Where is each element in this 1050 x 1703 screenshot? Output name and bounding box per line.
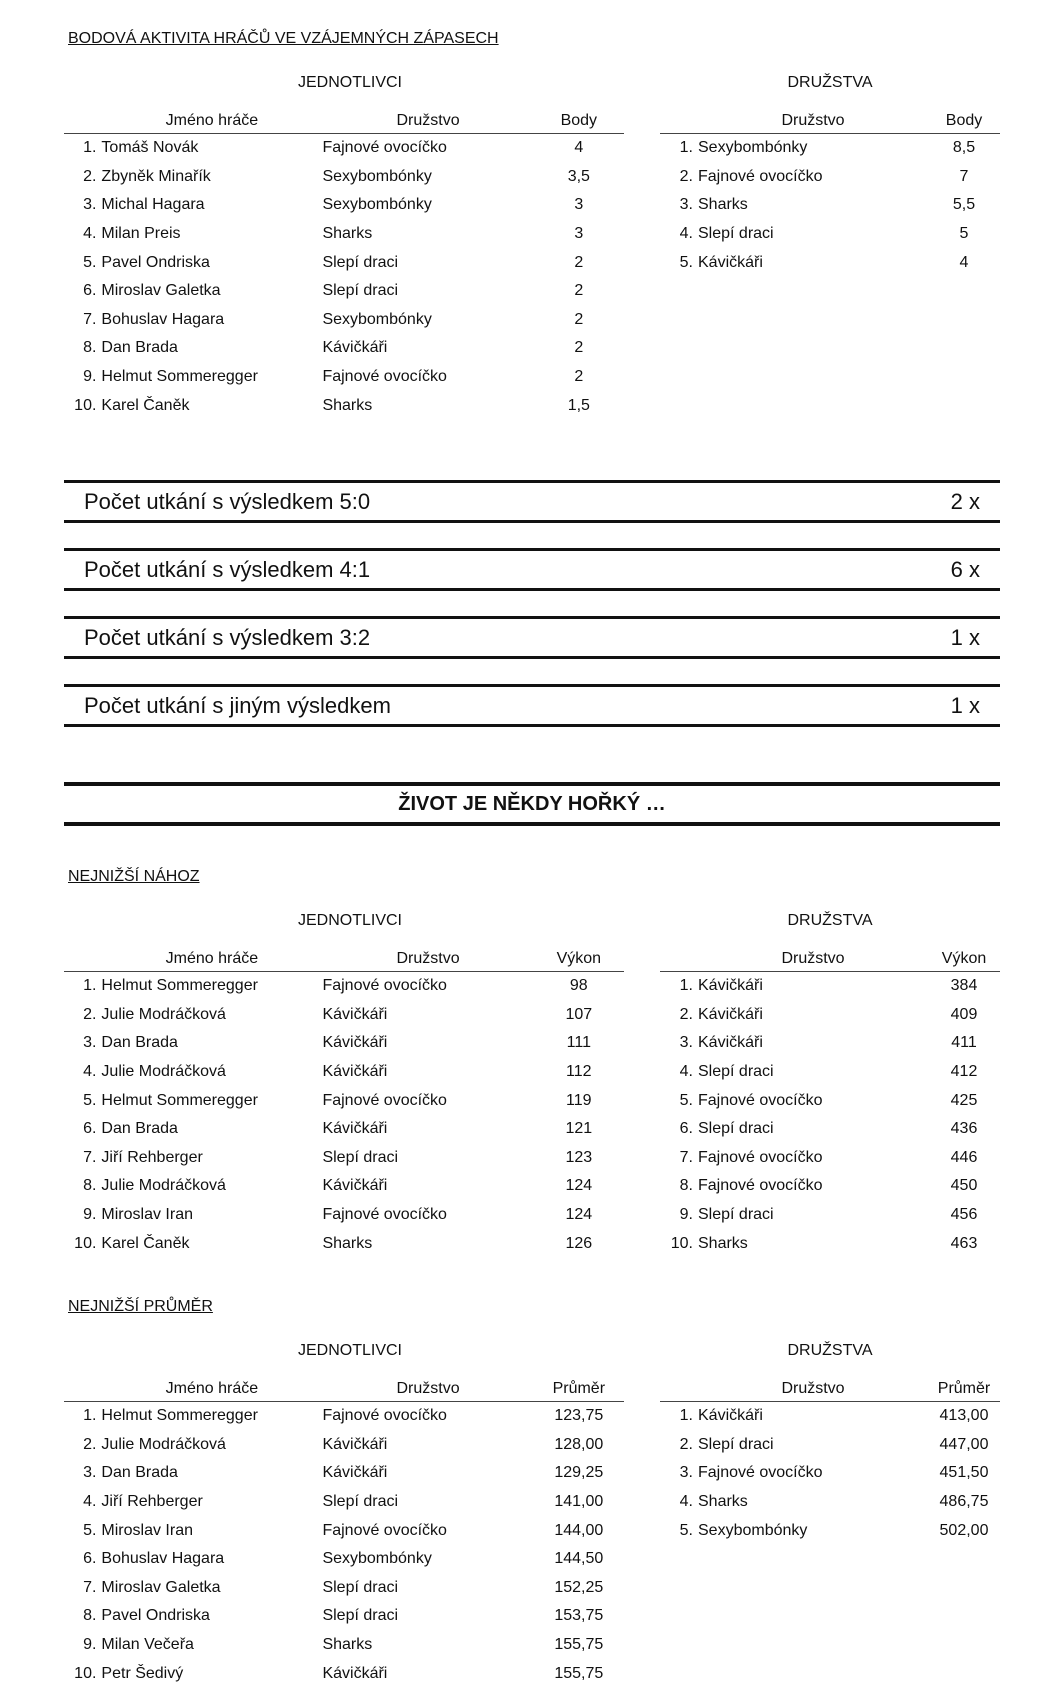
rank-number: 3. <box>679 1034 693 1052</box>
team-name: Slepí draci <box>698 225 774 243</box>
rank-number: 5. <box>679 1091 693 1109</box>
team-name: Sexybombónky <box>698 139 808 157</box>
result-count: 2 x <box>950 488 980 514</box>
table-row <box>660 191 1000 220</box>
value-cell: 112 <box>566 1063 592 1081</box>
col-header-team: Družstvo <box>396 950 460 967</box>
value-cell: 5,5 <box>952 196 976 214</box>
rank-number: 2. <box>83 1005 97 1023</box>
table-row <box>64 1115 624 1144</box>
table-header <box>660 946 1000 968</box>
value-cell: 152,25 <box>554 1578 604 1596</box>
team-name: Kávičkáři <box>698 253 763 271</box>
value-cell: 141,00 <box>554 1493 604 1511</box>
rank-number: 4. <box>83 1493 97 1511</box>
value-cell: 446 <box>950 1148 978 1166</box>
rank-number: 3. <box>83 196 97 214</box>
rank-number: 6. <box>83 1120 97 1138</box>
table-row <box>64 220 624 249</box>
team-name: Slepí draci <box>322 1607 399 1625</box>
player-name: Helmut Sommeregger <box>101 368 258 386</box>
table-row <box>64 363 624 392</box>
value-cell: 153,75 <box>554 1607 604 1625</box>
section-title-points: BODOVÁ AKTIVITA HRÁČŮ VE VZÁJEMNÝCH ZÁPASECH <box>68 30 499 47</box>
table-row <box>660 1431 1000 1460</box>
rank-number: 8. <box>83 1177 97 1195</box>
rank-number: 4. <box>679 1493 693 1511</box>
team-name: Fajnové ovocíčko <box>698 1464 823 1482</box>
value-cell: 447,00 <box>939 1435 989 1453</box>
team-name: Sexybombónky <box>322 310 432 328</box>
team-name: Fajnové ovocíčko <box>322 977 447 995</box>
value-cell: 155,75 <box>554 1636 604 1654</box>
player-name: Dan Brada <box>101 1120 178 1138</box>
rank-number: 7. <box>83 310 97 328</box>
table-row <box>64 1001 624 1030</box>
team-name: Fajnové ovocíčko <box>322 1091 447 1109</box>
player-name: Julie Modráčková <box>101 1063 226 1081</box>
rank-number: 8. <box>679 1177 693 1195</box>
player-name: Miroslav Galetka <box>101 1578 221 1596</box>
section-title-lowest-average: NEJNIŽŠÍ PRŮMĚR <box>68 1298 213 1315</box>
result-count: 6 x <box>950 556 980 582</box>
player-name: Helmut Sommeregger <box>101 1407 258 1425</box>
rank-number: 5. <box>679 253 693 271</box>
player-name: Jiří Rehberger <box>101 1148 203 1166</box>
team-name: Kávičkáři <box>698 1034 763 1052</box>
table-header <box>64 946 624 968</box>
team-name: Sexybombónky <box>322 196 432 214</box>
rank-number: 6. <box>83 282 97 300</box>
col-header-value: Výkon <box>556 950 602 967</box>
player-name: Julie Modráčková <box>101 1177 226 1195</box>
value-cell: 2 <box>574 253 584 271</box>
table-row <box>64 1488 624 1517</box>
table-row <box>660 1001 1000 1030</box>
team-name: Sexybombónky <box>322 167 432 185</box>
rank-number: 3. <box>679 1464 693 1482</box>
value-cell: 119 <box>566 1091 592 1109</box>
team-name: Sexybombónky <box>322 1550 432 1568</box>
teams-table <box>660 1376 1000 1545</box>
team-name: Kávičkáři <box>698 1407 763 1425</box>
team-name: Fajnové ovocíčko <box>322 139 447 157</box>
player-name: Pavel Ondriska <box>101 253 210 271</box>
table-row <box>64 391 624 420</box>
player-name: Milan Večeřa <box>101 1636 194 1654</box>
team-name: Fajnové ovocíčko <box>698 1091 823 1109</box>
team-name: Kávičkáři <box>322 1005 388 1023</box>
col-header-value: Body <box>945 112 983 129</box>
team-name: Slepí draci <box>322 253 399 271</box>
table-row <box>660 220 1000 249</box>
table-header <box>660 1376 1000 1398</box>
table-row <box>64 1516 624 1545</box>
value-cell: 409 <box>950 1005 978 1023</box>
table-header <box>64 1376 624 1398</box>
rank-number: 2. <box>679 167 693 185</box>
table-row <box>64 972 624 1001</box>
value-cell: 450 <box>950 1177 978 1195</box>
table-row <box>660 1172 1000 1201</box>
table-row <box>64 1144 624 1173</box>
team-name: Kávičkáři <box>322 1063 388 1081</box>
rank-number: 10. <box>74 1234 97 1252</box>
player-name: Milan Preis <box>101 225 181 243</box>
rank-number: 1. <box>83 1407 97 1425</box>
table-row <box>660 972 1000 1001</box>
table-row <box>64 1058 624 1087</box>
value-cell: 107 <box>565 1005 593 1023</box>
value-cell: 451,50 <box>939 1464 989 1482</box>
col-header-value: Průměr <box>937 1380 991 1397</box>
value-cell: 2 <box>574 282 584 300</box>
table-row <box>660 1058 1000 1087</box>
value-cell: 123,75 <box>554 1407 604 1425</box>
table-row <box>64 248 624 277</box>
individuals-table <box>64 108 624 420</box>
col-header-name: Jméno hráče <box>165 112 259 129</box>
rank-number: 5. <box>83 253 97 271</box>
value-cell: 2 <box>574 339 584 357</box>
table-row <box>64 163 624 192</box>
value-cell: 456 <box>950 1206 978 1224</box>
individuals-table <box>64 1376 624 1688</box>
player-name: Julie Modráčková <box>101 1005 226 1023</box>
team-name: Kávičkáři <box>322 1435 388 1453</box>
player-name: Jiří Rehberger <box>101 1493 203 1511</box>
result-label: Počet utkání s výsledkem 5:0 <box>84 488 371 514</box>
team-name: Slepí draci <box>322 1148 399 1166</box>
value-cell: 3 <box>574 225 584 243</box>
value-cell: 4 <box>959 253 969 271</box>
player-name: Karel Čaněk <box>101 1234 190 1252</box>
teams-heading: DRUŽSTVA <box>787 74 873 91</box>
table-header <box>660 108 1000 130</box>
team-name: Fajnové ovocíčko <box>698 1177 823 1195</box>
rank-number: 9. <box>679 1206 693 1224</box>
table-row <box>64 1402 624 1431</box>
player-name: Bohuslav Hagara <box>101 1550 225 1568</box>
value-cell: 155,75 <box>554 1664 604 1682</box>
player-name: Petr Šedivý <box>101 1664 184 1682</box>
value-cell: 425 <box>950 1091 978 1109</box>
table-row <box>660 1488 1000 1517</box>
teams-table <box>660 108 1000 277</box>
value-cell: 4 <box>574 139 584 157</box>
result-count: 1 x <box>950 624 980 650</box>
value-cell: 121 <box>565 1120 593 1138</box>
team-name: Slepí draci <box>698 1120 774 1138</box>
player-name: Bohuslav Hagara <box>101 310 225 328</box>
table-row <box>64 1029 624 1058</box>
team-name: Kávičkáři <box>698 977 763 995</box>
banner-heading: ŽIVOT JE NĚKDY HOŘKÝ … <box>64 782 1000 826</box>
table-row <box>660 1201 1000 1230</box>
rank-number: 9. <box>83 1206 97 1224</box>
individuals-heading: JEDNOTLIVCI <box>297 1342 402 1359</box>
rank-number: 4. <box>679 1063 693 1081</box>
rank-number: 3. <box>83 1034 97 1052</box>
rank-number: 5. <box>83 1091 97 1109</box>
table-row <box>64 1545 624 1574</box>
team-name: Sharks <box>698 1234 748 1252</box>
value-cell: 126 <box>565 1234 593 1252</box>
table-row <box>64 1574 624 1603</box>
value-cell: 2 <box>574 368 584 386</box>
rank-number: 7. <box>83 1578 97 1596</box>
result-row-4-1 <box>64 548 1000 591</box>
individuals-table <box>64 946 624 1258</box>
team-name: Slepí draci <box>322 1578 399 1596</box>
value-cell: 98 <box>569 977 588 995</box>
col-header-value: Body <box>560 112 598 129</box>
table-row <box>64 191 624 220</box>
player-name: Miroslav Iran <box>101 1521 193 1539</box>
col-header-value: Výkon <box>941 950 987 967</box>
player-name: Miroslav Galetka <box>101 282 221 300</box>
rank-number: 2. <box>679 1435 693 1453</box>
table-row <box>64 1172 624 1201</box>
table-row <box>64 334 624 363</box>
rank-number: 1. <box>679 1407 693 1425</box>
player-name: Dan Brada <box>101 339 178 357</box>
rank-number: 2. <box>83 1435 97 1453</box>
col-header-team: Družstvo <box>781 1380 845 1397</box>
player-name: Miroslav Iran <box>101 1206 193 1224</box>
rank-number: 9. <box>83 368 97 386</box>
player-name: Michal Hagara <box>101 196 205 214</box>
table-row <box>64 1631 624 1660</box>
rank-number: 9. <box>83 1636 97 1654</box>
value-cell: 502,00 <box>939 1521 989 1539</box>
team-name: Kávičkáři <box>322 1664 388 1682</box>
table-row <box>64 277 624 306</box>
table-row <box>64 134 624 163</box>
table-row <box>64 1086 624 1115</box>
rank-number: 2. <box>679 1005 693 1023</box>
table-row <box>660 163 1000 192</box>
value-cell: 463 <box>950 1234 978 1252</box>
result-row-3-2 <box>64 616 1000 659</box>
table-row <box>660 1029 1000 1058</box>
col-header-team: Družstvo <box>396 112 460 129</box>
player-name: Julie Modráčková <box>101 1435 226 1453</box>
rank-number: 7. <box>679 1148 693 1166</box>
team-name: Kávičkáři <box>698 1005 763 1023</box>
value-cell: 384 <box>950 977 978 995</box>
team-name: Kávičkáři <box>322 1120 388 1138</box>
team-name: Sharks <box>322 1234 373 1252</box>
col-header-name: Jméno hráče <box>165 1380 259 1397</box>
table-row <box>64 306 624 335</box>
player-name: Tomáš Novák <box>101 139 199 157</box>
rank-number: 10. <box>74 1664 97 1682</box>
col-header-team: Družstvo <box>781 112 845 129</box>
value-cell: 129,25 <box>554 1464 604 1482</box>
team-name: Sharks <box>698 196 748 214</box>
rank-number: 10. <box>670 1234 693 1252</box>
rank-number: 4. <box>679 225 693 243</box>
rank-number: 3. <box>679 196 693 214</box>
team-name: Kávičkáři <box>322 1177 388 1195</box>
value-cell: 8,5 <box>952 139 976 157</box>
team-name: Kávičkáři <box>322 1464 388 1482</box>
table-row <box>64 1659 624 1688</box>
value-cell: 144,00 <box>554 1521 604 1539</box>
result-row-other <box>64 684 1000 727</box>
value-cell: 412 <box>950 1063 978 1081</box>
value-cell: 486,75 <box>939 1493 989 1511</box>
individuals-heading: JEDNOTLIVCI <box>297 912 402 929</box>
result-count: 1 x <box>950 692 980 718</box>
rank-number: 1. <box>83 139 97 157</box>
value-cell: 144,50 <box>554 1550 604 1568</box>
team-name: Sharks <box>322 396 373 414</box>
team-name: Fajnové ovocíčko <box>322 368 447 386</box>
table-row <box>660 1086 1000 1115</box>
col-header-name: Jméno hráče <box>165 950 259 967</box>
table-row <box>64 1459 624 1488</box>
rank-number: 6. <box>83 1550 97 1568</box>
table-row <box>660 1229 1000 1258</box>
table-row <box>64 1431 624 1460</box>
table-row <box>660 1459 1000 1488</box>
team-name: Sexybombónky <box>698 1521 808 1539</box>
player-name: Karel Čaněk <box>101 396 190 414</box>
player-name: Pavel Ondriska <box>101 1607 210 1625</box>
table-row <box>660 1115 1000 1144</box>
value-cell: 124 <box>565 1206 593 1224</box>
team-name: Slepí draci <box>322 282 399 300</box>
table-row <box>64 1229 624 1258</box>
team-name: Sharks <box>322 225 373 243</box>
value-cell: 436 <box>950 1120 978 1138</box>
value-cell: 2 <box>574 310 584 328</box>
team-name: Fajnové ovocíčko <box>698 167 823 185</box>
result-label: Počet utkání s výsledkem 4:1 <box>84 556 371 582</box>
team-name: Sharks <box>322 1636 373 1654</box>
teams-heading: DRUŽSTVA <box>787 1342 873 1359</box>
table-row <box>660 134 1000 163</box>
rank-number: 8. <box>83 1607 97 1625</box>
rank-number: 1. <box>679 139 693 157</box>
team-name: Fajnové ovocíčko <box>322 1407 447 1425</box>
individuals-heading: JEDNOTLIVCI <box>297 74 402 91</box>
team-name: Fajnové ovocíčko <box>322 1206 447 1224</box>
rank-number: 4. <box>83 1063 97 1081</box>
value-cell: 413,00 <box>939 1407 989 1425</box>
value-cell: 123 <box>565 1148 593 1166</box>
teams-table <box>660 946 1000 1258</box>
table-row <box>660 248 1000 277</box>
player-name: Zbyněk Minařík <box>101 167 211 185</box>
rank-number: 8. <box>83 339 97 357</box>
team-name: Kávičkáři <box>322 339 388 357</box>
rank-number: 6. <box>679 1120 693 1138</box>
result-label: Počet utkání s jiným výsledkem <box>84 692 391 718</box>
table-row <box>64 1602 624 1631</box>
team-name: Slepí draci <box>698 1063 774 1081</box>
col-header-value: Průměr <box>552 1380 606 1397</box>
team-name: Sharks <box>698 1493 748 1511</box>
rank-number: 5. <box>83 1521 97 1539</box>
rank-number: 3. <box>83 1464 97 1482</box>
value-cell: 124 <box>565 1177 593 1195</box>
team-name: Slepí draci <box>322 1493 399 1511</box>
table-row <box>660 1402 1000 1431</box>
table-row <box>64 1201 624 1230</box>
team-name: Fajnové ovocíčko <box>698 1148 823 1166</box>
value-cell: 411 <box>951 1034 977 1052</box>
player-name: Helmut Sommeregger <box>101 977 258 995</box>
rank-number: 2. <box>83 167 97 185</box>
rank-number: 10. <box>74 396 97 414</box>
section-title-lowest-throw: NEJNIŽŠÍ NÁHOZ <box>68 868 200 885</box>
col-header-team: Družstvo <box>396 1380 460 1397</box>
rank-number: 5. <box>679 1521 693 1539</box>
player-name: Dan Brada <box>101 1464 178 1482</box>
value-cell: 111 <box>566 1034 591 1052</box>
value-cell: 1,5 <box>567 396 590 414</box>
team-name: Fajnové ovocíčko <box>322 1521 447 1539</box>
result-label: Počet utkání s výsledkem 3:2 <box>84 624 371 650</box>
table-row <box>660 1144 1000 1173</box>
rank-number: 1. <box>83 977 97 995</box>
result-row-5-0 <box>64 480 1000 523</box>
player-name: Helmut Sommeregger <box>101 1091 258 1109</box>
player-name: Dan Brada <box>101 1034 178 1052</box>
value-cell: 3 <box>574 196 584 214</box>
value-cell: 128,00 <box>554 1435 604 1453</box>
teams-heading: DRUŽSTVA <box>787 912 873 929</box>
rank-number: 1. <box>679 977 693 995</box>
value-cell: 7 <box>959 167 969 185</box>
col-header-team: Družstvo <box>781 950 845 967</box>
team-name: Slepí draci <box>698 1206 774 1224</box>
rank-number: 7. <box>83 1148 97 1166</box>
team-name: Slepí draci <box>698 1435 774 1453</box>
table-row <box>660 1516 1000 1545</box>
rank-number: 4. <box>83 225 97 243</box>
table-header <box>64 108 624 130</box>
team-name: Kávičkáři <box>322 1034 388 1052</box>
value-cell: 3,5 <box>567 167 590 185</box>
value-cell: 5 <box>959 225 969 243</box>
